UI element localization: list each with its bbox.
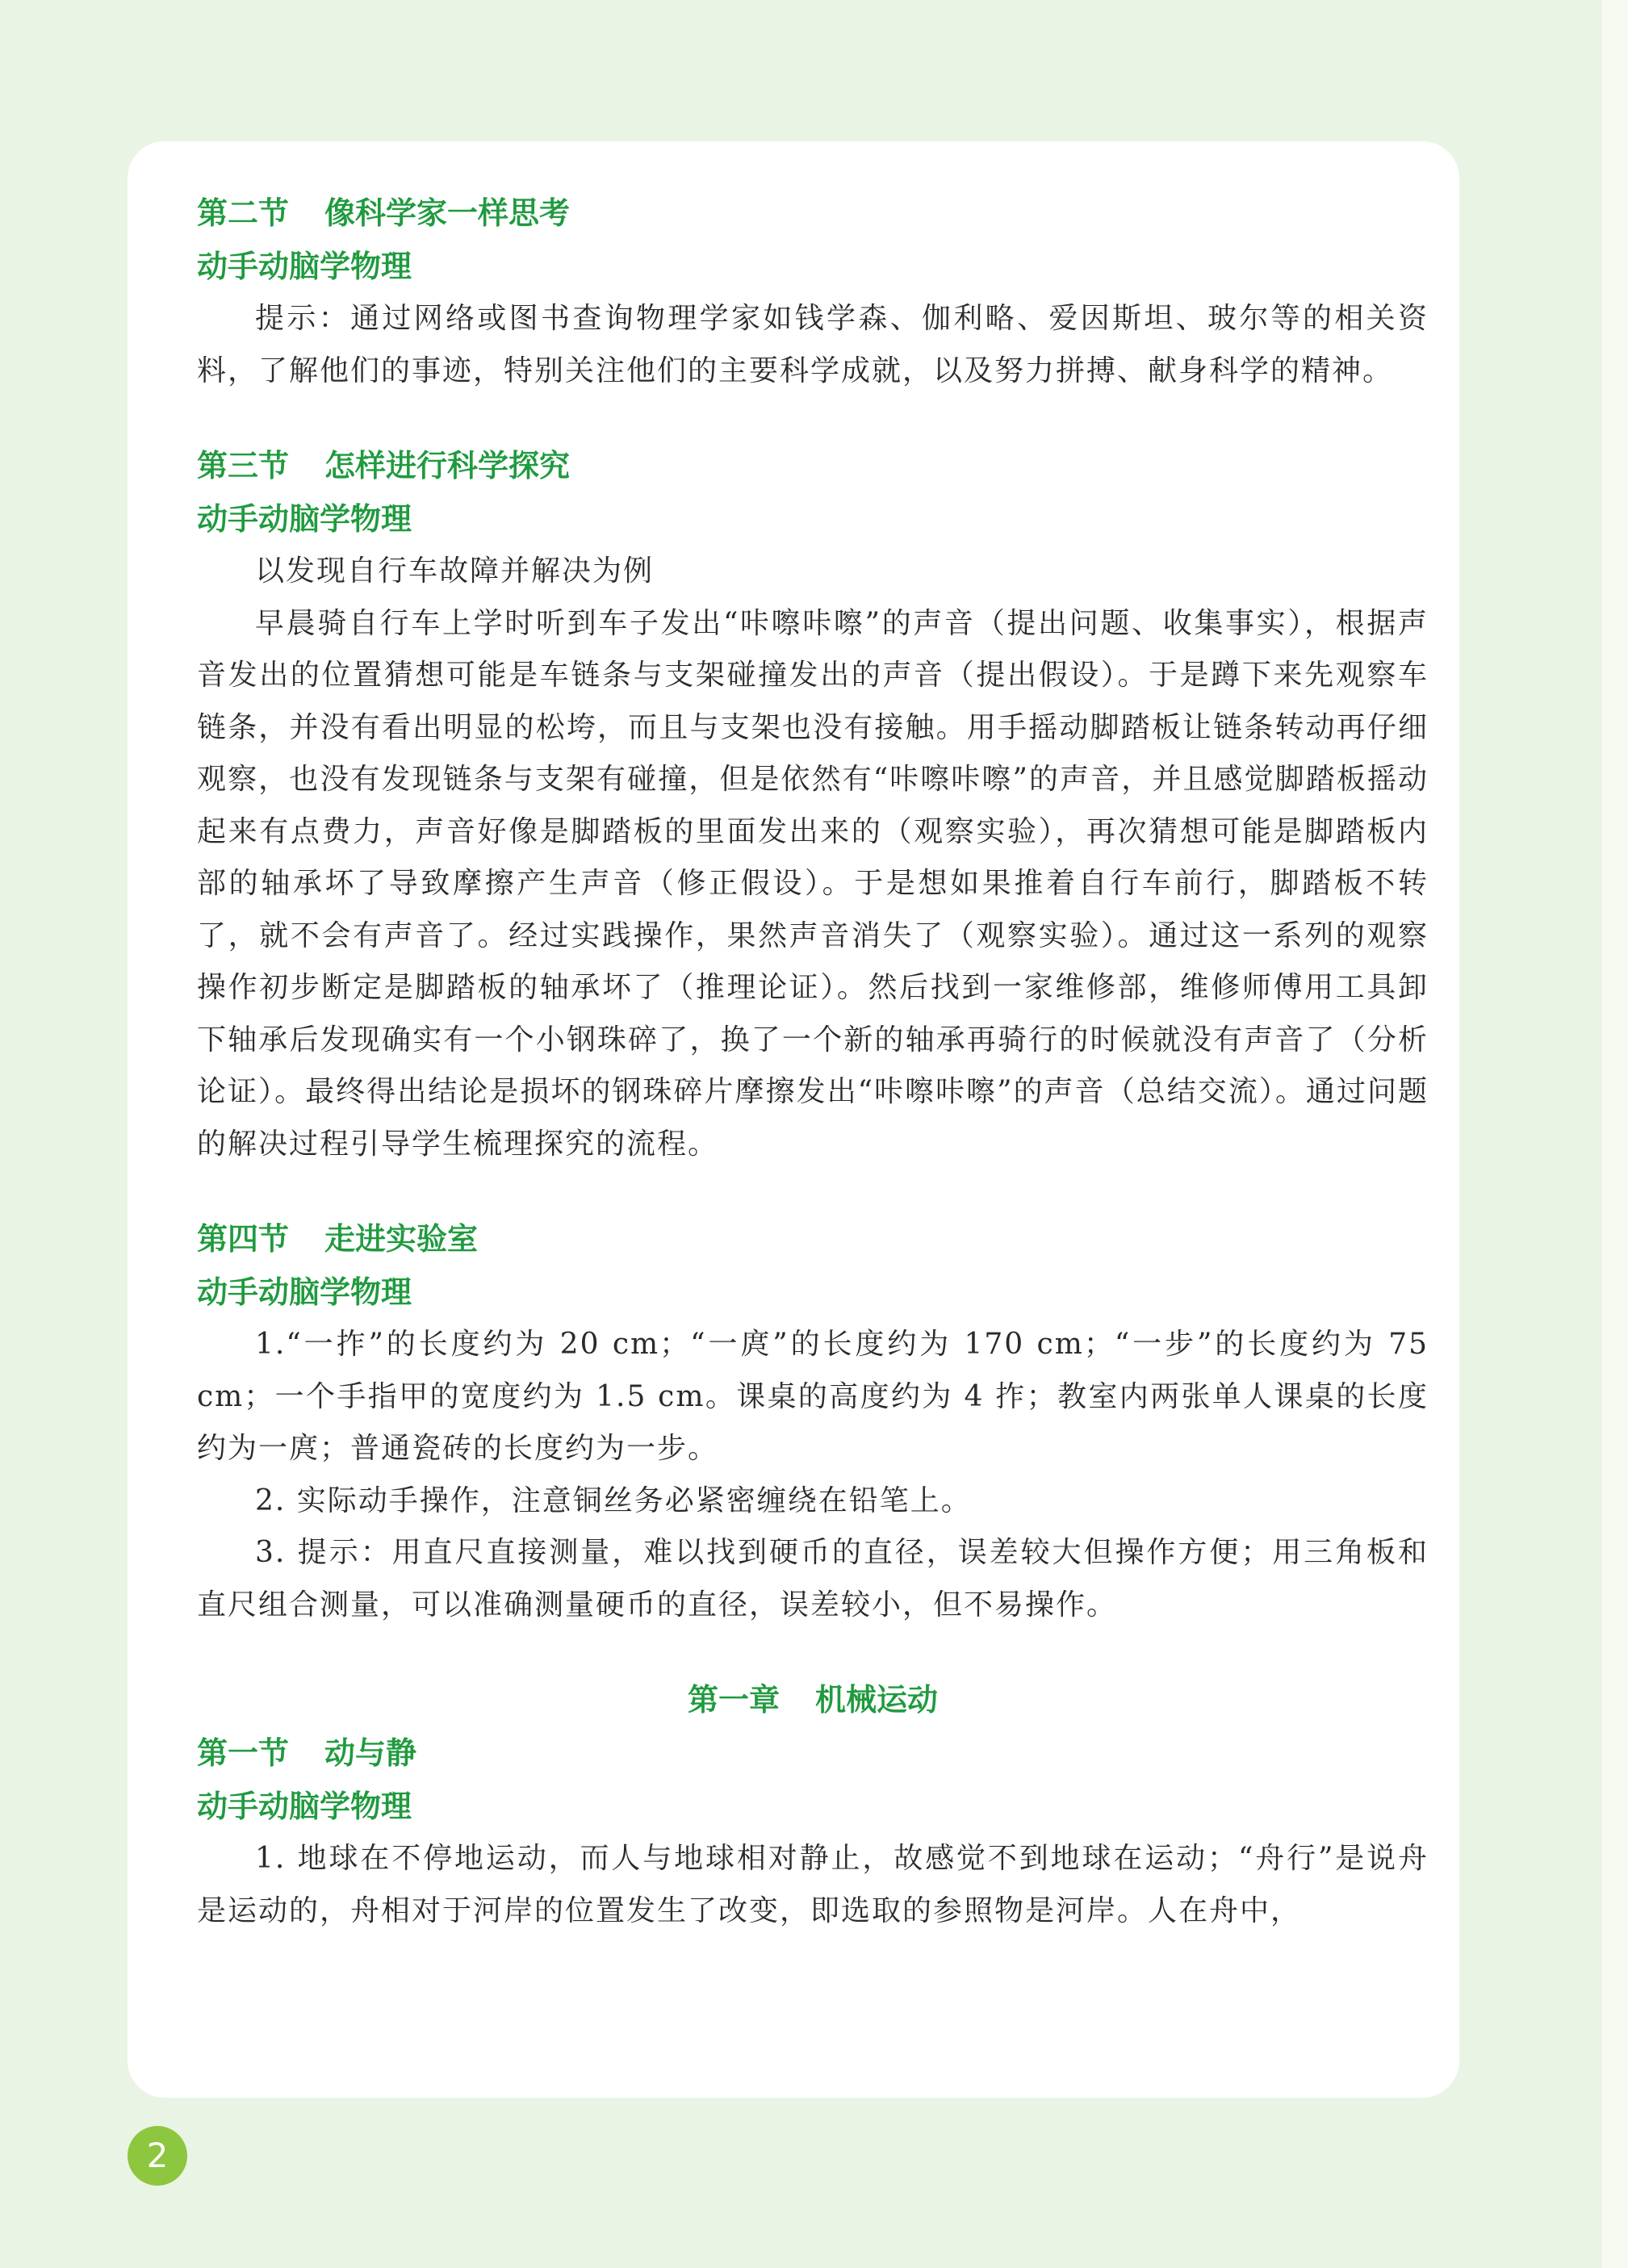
paragraph: 1. 地球在不停地运动，而人与地球相对静止，故感觉不到地球在运动；“舟行”是说舟是运动的，舟相对于河岸的位置发生了改变，即选取的参照物是河岸。人在舟中， xyxy=(197,1842,1429,1927)
paragraph: 提示：通过网络或图书查询物理学家如钱学森、伽利略、爱因斯坦、玻尔等的相关资料，了解他们的事迹，特别关注他们的主要科学成就，以及努力拼搏、献身科学的精神。 xyxy=(197,302,1429,387)
chapter-title: 机械运动 xyxy=(815,1682,939,1718)
content-card xyxy=(128,141,1459,2098)
section-title: 像科学家一样思考 xyxy=(324,195,571,231)
section-title: 怎样进行科学探究 xyxy=(324,448,571,483)
section-subtitle: 动手动脑学物理 xyxy=(197,1274,412,1310)
section-heading xyxy=(197,186,1429,240)
section-number: 第四节 xyxy=(197,1221,290,1257)
paragraph: 1.“一拃”的长度约为 20 cm；“一庹”的长度约为 170 cm；“一步”的长度约为 75 cm；一个手指甲的宽度约为 1.5 cm。课桌的高度约为 4 拃；教室内两张单人课桌的长度约为一庹；普通瓷砖的长度约为一步。 xyxy=(197,1328,1429,1465)
chapter-heading xyxy=(197,1673,1429,1726)
section-subtitle: 动手动脑学物理 xyxy=(197,1789,412,1824)
section-number: 第二节 xyxy=(197,195,290,231)
paragraph: 2. 实际动手操作，注意铜丝务必紧密缠绕在铅笔上。 xyxy=(255,1483,972,1517)
page-number-badge: 2 xyxy=(128,2126,187,2186)
section-2 xyxy=(197,186,1429,397)
chapter-number: 第一章 xyxy=(687,1682,780,1718)
section-4 xyxy=(197,1212,1429,1631)
paragraph: 3. 提示：用直尺直接测量，难以找到硬币的直径，误差较大但操作方便；用三角板和直尺组合测量，可以准确测量硬币的直径，误差较小，但不易操作。 xyxy=(197,1536,1429,1621)
section-number: 第一节 xyxy=(197,1735,290,1771)
paragraph: 早晨骑自行车上学时听到车子发出“咔嚓咔嚓”的声音（提出问题、收集事实），根据声音发出的位置猜想可能是车链条与支架碰撞发出的声音（提出假设）。于是蹲下来先观察车链条，并没有看出明显的松垮，而且与支架也没有接触。用手摇动脚踏板让链条转动再仔细观察，也没有发现链条与支架有碰撞，但是依然有“咔嚓咔嚓”的声音，并且感觉脚踏板摇动起来有点费力，声音好像是脚踏板的里面发出来的（观察实验），再次猜想可能是脚踏板内部的轴承坏了导致摩擦产生声音（修正假设）。于是想如果推着自行车前行，脚踏板不转了，就不会有声音了。经过实践操作，果然声音消失了（观察实验）。通过这一系列的观察操作初步断定是脚踏板的轴承坏了（推理论证）。然后找到一家维修部，维修师傅用工具卸下轴承后发现确实有一个小钢珠碎了，换了一个新的轴承再骑行的时候就没有声音了（分析论证）。最终得出结论是损坏的钢珠碎片摩擦发出“咔嚓咔嚓”的声音（总结交流）。通过问题的解决过程引导学生梳理探究的流程。 xyxy=(197,606,1429,1161)
section-heading xyxy=(197,439,1429,492)
section-heading xyxy=(197,1726,1429,1780)
section-3 xyxy=(197,439,1429,1170)
section-title: 动与静 xyxy=(324,1735,417,1771)
chapter-section-1 xyxy=(197,1726,1429,1937)
paragraph: 以发现自行车故障并解决为例 xyxy=(255,554,655,588)
section-subtitle: 动手动脑学物理 xyxy=(197,249,412,284)
section-heading xyxy=(197,1212,1429,1266)
page-edge-strip xyxy=(1602,0,1628,2268)
section-subtitle: 动手动脑学物理 xyxy=(197,501,412,537)
section-number: 第三节 xyxy=(197,448,290,483)
section-title: 走进实验室 xyxy=(324,1221,479,1257)
